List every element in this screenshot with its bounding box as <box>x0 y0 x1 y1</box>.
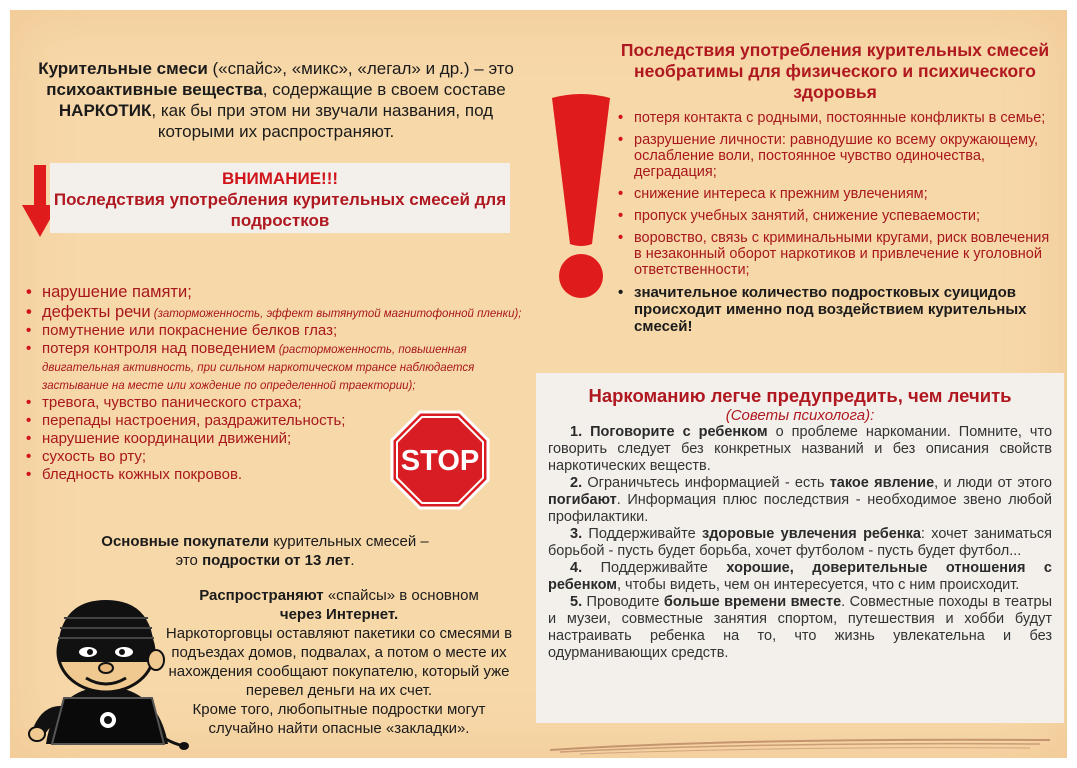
tip-bold: больше времени вместе <box>663 594 842 610</box>
advice-subtitle: (Советы психолога): <box>725 407 875 424</box>
distribution-paragraph <box>165 586 513 738</box>
advice-title: Наркоманию легче предупредить, чем лечить <box>588 385 1012 406</box>
list-item <box>24 340 534 394</box>
buyers-dot: . <box>350 552 355 569</box>
tip-number: 4. <box>570 560 601 576</box>
list-item <box>24 302 534 322</box>
tip-bold: здоровые увлечения ребенка <box>701 526 921 542</box>
tip-number: 5. <box>570 594 587 610</box>
intro-term-psychoactive: психоактивные вещества <box>46 80 263 99</box>
tip-bold: Поговорите с ребенком <box>590 424 768 440</box>
stop-sign-icon <box>390 410 490 510</box>
list-item: • снижение интереса к прежним увлечениям; <box>614 186 1060 202</box>
leaflet-page <box>10 10 1067 758</box>
buyers-age: подростки от 13 лет <box>202 552 351 569</box>
intro-text-3: , как бы при этом ни звучали названия, под которыми их распространяют. <box>151 101 494 141</box>
buyers-text: курительных смесей – <box>269 533 429 550</box>
buyers-text-2: это <box>175 552 203 569</box>
intro-text-2: , содержащие в своем составе <box>262 80 506 99</box>
tip-number: 3. <box>570 526 589 542</box>
advice-tip <box>548 560 1052 594</box>
effect-text: дефекты речи <box>42 303 151 321</box>
effect-text: помутнение или покраснение белков глаз; <box>42 322 338 339</box>
thief-illustration <box>24 594 189 754</box>
tip-text: Поддерживайте <box>588 526 702 542</box>
list-item-final: • значительное количество подростковых суицидов происходит именно под воздействием курительных смесей! <box>614 284 1060 335</box>
tip-text: : хочет заниматься борьбой - пусть будет борьба, хочет футболом - пусть будет футбол... <box>548 526 1052 559</box>
advice-tip <box>548 475 1052 526</box>
tip-bold: хорошие, доверительные отношения с ребенком <box>548 560 1052 593</box>
stop-sign-text: STOP <box>400 445 480 477</box>
intro-paragraph <box>26 58 526 142</box>
distribution-text-3: Кроме того, любопытные подростки могут случайно найти опасные «закладки». <box>192 701 486 737</box>
effect-text: нарушение координации движений; <box>42 430 292 447</box>
effect-text: нарушение памяти; <box>42 283 192 301</box>
effect-text: бледность кожных покровов. <box>42 466 243 483</box>
intro-term-narcotic: НАРКОТИК <box>58 101 152 120</box>
list-item: • воровство, связь с криминальными кругами, риск вовлечения в незаконный оборот наркотиков и привлечение к уголовной ответственности; <box>614 230 1060 278</box>
advice-tip <box>548 526 1052 560</box>
advice-tip <box>548 424 1052 475</box>
list-item <box>24 282 534 302</box>
effect-text: тревога, чувство панического страха; <box>42 394 302 411</box>
effect-note: (заторможенность, эффект вытянутой магнитофонной пленки); <box>150 308 522 320</box>
list-item: • потеря контакта с родными, постоянные конфликты в семье; <box>614 110 1060 126</box>
distribution-text-2: Наркоторговцы оставляют пакетики со смесями в подъездах домов, подвалах, а потом о месте их нахождения сообщают покупателю, который уже перевел деньги на их счет. <box>165 625 513 699</box>
buyers-paragraph <box>70 532 460 570</box>
distribution-term: Распространяют <box>199 587 324 604</box>
advice-box <box>536 373 1064 723</box>
tip-text: Поддерживайте <box>600 560 727 576</box>
tip-text: о проблеме наркомании. Помните, что говорить следует без конкретных названий и без описания свойств наркотических веществ. <box>548 424 1053 474</box>
consequences-list <box>614 110 1060 341</box>
buyers-term: Основные покупатели <box>101 533 270 550</box>
effect-text: сухость во рту; <box>42 448 147 465</box>
tip-text: Проводите <box>586 594 664 610</box>
exclamation-mark-icon <box>546 92 616 302</box>
distribution-channel: через Интернет. <box>279 606 399 623</box>
list-item <box>24 322 534 340</box>
consequences-title: Последствия употребления курительных смесей необратимы для физического и психического здоровья <box>620 40 1050 102</box>
effect-note: (расторможенность, повышенная двигательная активность, при сильном наркотическом трансе наблюдается застывание на месте или хождение по определенной траектории); <box>42 344 475 392</box>
tip-number: 2. <box>570 475 588 491</box>
warning-subtitle: Последствия употребления курительных смесей для подростков <box>53 190 507 230</box>
brush-stroke-decoration <box>540 732 1060 756</box>
effect-text: потеря контроля над поведением <box>42 340 276 357</box>
tip-bold: погибают <box>548 492 617 508</box>
intro-text-1: («спайс», «микс», «легал» и др.) – это <box>207 59 514 78</box>
intro-term: Курительные смеси <box>38 59 208 78</box>
advice-tip <box>548 594 1052 662</box>
list-item: • разрушение личности: равнодушие ко всему окружающему, ослабление воли, постоянное чувство одиночества, деградация; <box>614 132 1060 180</box>
tip-number: 1. <box>570 424 591 440</box>
distribution-text-1: «спайсы» в основном <box>323 587 479 604</box>
tip-text: Ограничьтесь информацией - есть <box>587 475 830 491</box>
tip-text: . Информация плюс последствия - необходимое звено любой профилактики. <box>548 492 1052 525</box>
effect-text: перепады настроения, раздражительность; <box>42 412 346 429</box>
tip-text: , чтобы видеть, чем он интересуется, что с ним происходит. <box>616 577 1020 593</box>
warning-title: ВНИМАНИЕ!!! <box>221 169 339 188</box>
list-item: • пропуск учебных занятий, снижение успеваемости; <box>614 208 1060 224</box>
warning-box <box>50 163 510 233</box>
tip-text: . Совместные походы в театры и музеи, совместные занятия спортом, путешествия и хобби будут настраивать ребенка на то, что жизнь увлекательна и без одурманивающих средств. <box>548 594 1052 661</box>
tip-bold: такое явление <box>829 475 935 491</box>
tip-text: , и люди от этого <box>934 475 1052 491</box>
